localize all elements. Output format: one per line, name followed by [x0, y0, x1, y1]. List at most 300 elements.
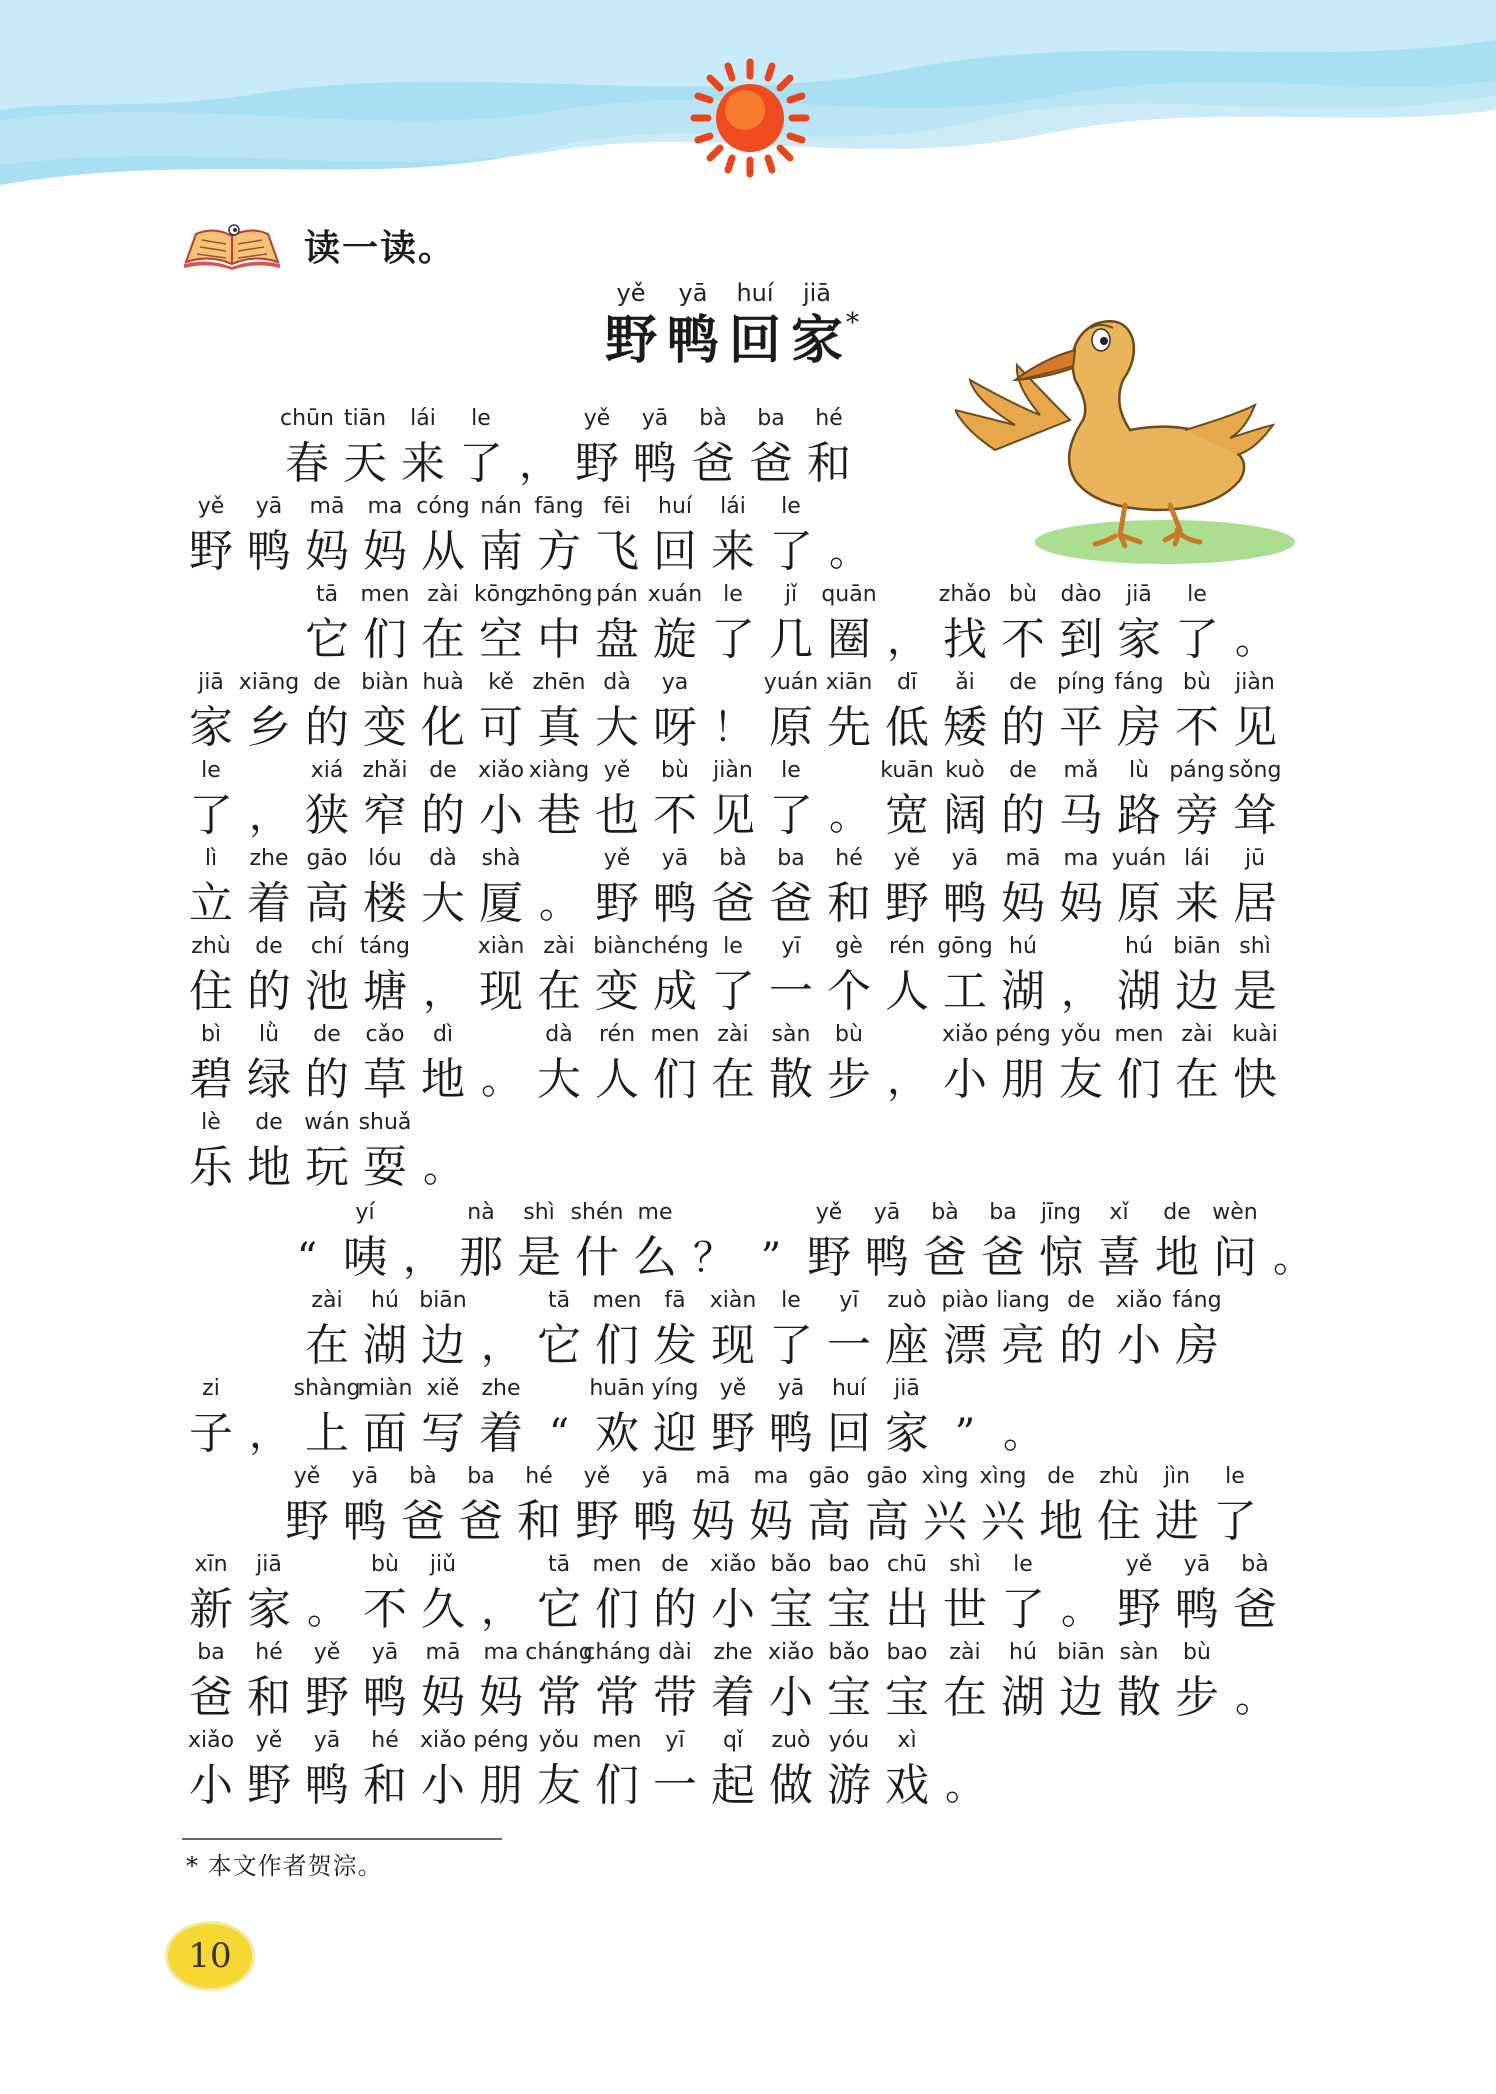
- ruby-char: [704, 580, 762, 670]
- hanzi: 常: [537, 1672, 581, 1723]
- hanzi: 咦: [343, 1232, 387, 1283]
- punctuation: [240, 1374, 298, 1464]
- pinyin: le: [201, 758, 221, 783]
- ruby-char: [510, 1198, 568, 1288]
- pinyin: ba: [777, 846, 805, 871]
- hanzi: 边: [421, 1320, 465, 1371]
- hanzi: 飞: [595, 526, 639, 577]
- pinyin: men: [592, 1728, 642, 1753]
- ruby-char: [936, 756, 994, 846]
- pinyin: yě: [313, 1640, 341, 1665]
- ruby-char: [1110, 1638, 1168, 1728]
- text-line: [182, 1550, 1284, 1640]
- book-icon: [182, 220, 282, 270]
- ruby-char: [472, 492, 530, 582]
- ruby-char: [182, 1108, 240, 1198]
- pinyin: bù: [1009, 582, 1037, 607]
- hanzi: 进: [1155, 1496, 1199, 1547]
- hanzi: 发: [653, 1320, 697, 1371]
- hanzi: 友: [1059, 1054, 1103, 1105]
- ruby-char: [1226, 1550, 1284, 1640]
- ruby-char: [762, 1286, 820, 1376]
- ruby-char: [762, 756, 820, 846]
- hanzi: 不: [1175, 702, 1219, 753]
- ruby-char: [452, 404, 510, 494]
- ruby-char: [336, 404, 394, 494]
- pinyin: liang: [996, 1288, 1050, 1313]
- hanzi: 高: [865, 1496, 909, 1547]
- pinyin: biān: [419, 1288, 467, 1313]
- pinyin: bǎo: [770, 1552, 812, 1577]
- hanzi: 散: [769, 1054, 813, 1105]
- ruby-char: [182, 1638, 240, 1728]
- ruby-char: [800, 404, 858, 494]
- hanzi: 高: [305, 878, 349, 929]
- punctuation: [936, 1726, 994, 1816]
- pinyin: fáng: [1172, 1288, 1222, 1313]
- text-line: [182, 1374, 1052, 1464]
- pinyin: fēi: [603, 494, 631, 519]
- hanzi: 。: [829, 793, 869, 839]
- ruby-char: [298, 1726, 356, 1816]
- pinyin: yā: [351, 1464, 379, 1489]
- pinyin: yě: [293, 1464, 321, 1489]
- pinyin: xiǎo: [477, 758, 525, 783]
- pinyin: xiāng: [238, 670, 300, 695]
- ruby-char: [240, 1550, 298, 1640]
- ruby-char: [356, 844, 414, 934]
- page-number-badge: [168, 1924, 252, 1988]
- pinyin: shén: [570, 1200, 624, 1225]
- title-char: [600, 278, 662, 374]
- hanzi: 小: [479, 790, 523, 841]
- hanzi: 和: [827, 878, 871, 929]
- pinyin: bao: [886, 1640, 928, 1665]
- text-line: [182, 1020, 1284, 1110]
- ruby-char: [1110, 668, 1168, 758]
- ruby-char: [1052, 1020, 1110, 1110]
- punctuation: [820, 756, 878, 846]
- hanzi: 了: [459, 438, 503, 489]
- pinyin: cháng: [583, 1640, 651, 1665]
- hanzi: 来: [711, 526, 755, 577]
- hanzi: 鸭: [363, 1672, 407, 1723]
- hanzi: 在: [943, 1672, 987, 1723]
- pinyin: xǐ: [1109, 1200, 1129, 1225]
- pinyin: hé: [371, 1728, 399, 1753]
- pinyin: kě: [488, 670, 514, 695]
- hanzi: 宽: [885, 790, 929, 841]
- pinyin: xìng: [921, 1464, 969, 1489]
- pinyin: yī: [839, 1288, 859, 1313]
- hanzi: 原: [769, 702, 813, 753]
- ruby-char: [646, 1726, 704, 1816]
- hanzi: 快: [1233, 1054, 1277, 1105]
- pinyin: de: [1047, 1464, 1075, 1489]
- ruby-char: [1110, 1286, 1168, 1376]
- ruby-char: [414, 1020, 472, 1110]
- ruby-char: [858, 1462, 916, 1552]
- ruby-char: [878, 1638, 936, 1728]
- hanzi: 地: [1039, 1496, 1083, 1547]
- hanzi: 草: [363, 1054, 407, 1105]
- pinyin: lè: [201, 1110, 221, 1135]
- ruby-char: [800, 1198, 858, 1288]
- pinyin: lái: [410, 406, 436, 431]
- hanzi: 上: [305, 1408, 349, 1459]
- pinyin: jiǔ: [429, 1552, 457, 1577]
- ruby-char: [356, 1638, 414, 1728]
- punctuation: [394, 1198, 452, 1288]
- ruby-char: [704, 492, 762, 582]
- pinyin: ma: [367, 494, 403, 519]
- pinyin: yuán: [1111, 846, 1167, 871]
- pinyin: ba: [989, 1200, 1017, 1225]
- hanzi: ，: [249, 1411, 289, 1457]
- ruby-char: [414, 1550, 472, 1640]
- pinyin: yě: [603, 758, 631, 783]
- pinyin: xiǎo: [1115, 1288, 1163, 1313]
- ruby-char: [820, 1726, 878, 1816]
- pinyin: ma: [1063, 846, 1099, 871]
- hanzi: 。: [423, 1145, 463, 1191]
- ruby-char: [820, 1020, 878, 1110]
- pinyin: chūn: [280, 406, 334, 431]
- pinyin: qǐ: [722, 1728, 744, 1753]
- ruby-char: [530, 492, 588, 582]
- pinyin: fā: [664, 1288, 686, 1313]
- ruby-char: [530, 1550, 588, 1640]
- hanzi: 爸: [749, 438, 793, 489]
- ruby-char: [1226, 756, 1284, 846]
- ruby-char: [936, 844, 994, 934]
- pinyin: hé: [525, 1464, 553, 1489]
- ruby-char: [568, 404, 626, 494]
- pinyin: yā: [951, 846, 979, 871]
- ruby-char: [762, 1374, 820, 1464]
- ruby-char: [878, 1726, 936, 1816]
- hanzi: 和: [363, 1760, 407, 1811]
- footnote-marker: *: [846, 308, 859, 338]
- ruby-char: [182, 1020, 240, 1110]
- hanzi: 平: [1059, 702, 1103, 753]
- hanzi: 呀: [653, 702, 697, 753]
- ruby-char: [298, 1020, 356, 1110]
- hanzi: 。: [1061, 1587, 1101, 1633]
- pinyin: gōng: [937, 934, 993, 959]
- hanzi: 妈: [1059, 878, 1103, 929]
- hanzi: 玩: [305, 1142, 349, 1193]
- ruby-char: [356, 932, 414, 1022]
- pinyin: xiǎo: [941, 1022, 989, 1047]
- hanzi: 乐: [189, 1142, 233, 1193]
- hanzi: 了: [711, 966, 755, 1017]
- ruby-char: [646, 844, 704, 934]
- hanzi: 鸭: [633, 1496, 677, 1547]
- ruby-char: [820, 1550, 878, 1640]
- ruby-char: [646, 492, 704, 582]
- pinyin: ba: [757, 406, 785, 431]
- hanzi: 。: [307, 1587, 347, 1633]
- hanzi: 。: [945, 1763, 985, 1809]
- hanzi: 的: [305, 702, 349, 753]
- pinyin: lái: [1184, 846, 1210, 871]
- punctuation: [298, 1550, 356, 1640]
- hanzi: 步: [827, 1054, 871, 1105]
- hanzi: 野: [711, 1408, 755, 1459]
- pinyin: le: [781, 1288, 801, 1313]
- ruby-char: [820, 1638, 878, 1728]
- pinyin: wán: [304, 1110, 350, 1135]
- pinyin: le: [781, 494, 801, 519]
- hanzi: 春: [285, 438, 329, 489]
- ruby-char: [1052, 580, 1110, 670]
- ruby-char: [1052, 844, 1110, 934]
- ruby-char: [704, 756, 762, 846]
- ruby-char: [646, 668, 704, 758]
- ruby-char: [414, 1286, 472, 1376]
- hanzi: 高: [807, 1496, 851, 1547]
- hanzi: 找: [943, 614, 987, 665]
- title-pinyin: yā: [678, 279, 708, 307]
- ruby-char: [994, 1550, 1052, 1640]
- hanzi: 野: [305, 1672, 349, 1723]
- ruby-char: [530, 756, 588, 846]
- pinyin: xiǎo: [419, 1728, 467, 1753]
- ruby-char: [684, 404, 742, 494]
- text-line: [182, 932, 1284, 1022]
- pinyin: xiàn: [709, 1288, 757, 1313]
- pinyin: cǎo: [365, 1022, 405, 1047]
- punctuation: [472, 1020, 530, 1110]
- hanzi: 回: [827, 1408, 871, 1459]
- pinyin: rén: [888, 934, 926, 959]
- punctuation: [1052, 932, 1110, 1022]
- pinyin: zuò: [771, 1728, 811, 1753]
- ruby-char: [1110, 844, 1168, 934]
- hanzi: ，: [887, 617, 927, 663]
- ruby-char: [588, 932, 646, 1022]
- hanzi: 鸭: [769, 1408, 813, 1459]
- hanzi: 成: [653, 966, 697, 1017]
- pinyin: yā: [641, 1464, 669, 1489]
- hanzi: 兴: [981, 1496, 1025, 1547]
- hanzi: 欢: [595, 1408, 639, 1459]
- ruby-char: [820, 668, 878, 758]
- ruby-char: [684, 1462, 742, 1552]
- hanzi: 了: [769, 1320, 813, 1371]
- pinyin: zài: [717, 1022, 749, 1047]
- ruby-char: [510, 1462, 568, 1552]
- hanzi: 狭: [305, 790, 349, 841]
- hanzi: 们: [363, 614, 407, 665]
- text-line: [278, 1198, 1322, 1288]
- ruby-char: [704, 1286, 762, 1376]
- hanzi: 方: [537, 526, 581, 577]
- ruby-char: [936, 668, 994, 758]
- ruby-char: [530, 1286, 588, 1376]
- hanzi: 们: [595, 1584, 639, 1635]
- hanzi: 了: [1213, 1496, 1257, 1547]
- hanzi: 鸭: [305, 1760, 349, 1811]
- pinyin: dà: [545, 1022, 573, 1047]
- ruby-char: [936, 1638, 994, 1728]
- pinyin: xiě: [426, 1376, 460, 1401]
- hanzi: 和: [517, 1496, 561, 1547]
- pinyin: dà: [429, 846, 457, 871]
- ruby-char: [278, 404, 336, 494]
- ruby-char: [414, 668, 472, 758]
- hanzi: 边: [1175, 966, 1219, 1017]
- hanzi: 宝: [885, 1672, 929, 1723]
- hanzi: 兴: [923, 1496, 967, 1547]
- hanzi: 从: [421, 526, 465, 577]
- hanzi: 么: [633, 1232, 677, 1283]
- pinyin: xiǎo: [767, 1640, 815, 1665]
- pinyin: zhù: [191, 934, 231, 959]
- hanzi: 回: [653, 526, 697, 577]
- ruby-char: [414, 1726, 472, 1816]
- pinyin: ǎi: [955, 670, 975, 695]
- hanzi: 地: [1155, 1232, 1199, 1283]
- ruby-char: [530, 668, 588, 758]
- pinyin: de: [661, 1552, 689, 1577]
- pinyin: shuǎ: [358, 1110, 412, 1135]
- hanzi: 的: [1059, 1320, 1103, 1371]
- ruby-char: [1110, 580, 1168, 670]
- pinyin: me: [637, 1200, 673, 1225]
- hanzi: 戏: [885, 1760, 929, 1811]
- hanzi: 妈: [749, 1496, 793, 1547]
- pinyin: gāo: [306, 846, 348, 871]
- hanzi: 爸: [981, 1232, 1025, 1283]
- ruby-char: [530, 932, 588, 1022]
- hanzi: 鸭: [1175, 1584, 1219, 1635]
- title-pinyin: huí: [736, 279, 774, 307]
- hanzi: 厦: [479, 878, 523, 929]
- hanzi: 着: [479, 1408, 523, 1459]
- pinyin: zhe: [481, 1376, 521, 1401]
- hanzi: 了: [1001, 1584, 1045, 1635]
- pinyin: le: [1013, 1552, 1033, 1577]
- hanzi: 出: [885, 1584, 929, 1635]
- hanzi: 大: [421, 878, 465, 929]
- hanzi: 湖: [1001, 1672, 1045, 1723]
- hanzi: 朋: [1001, 1054, 1045, 1105]
- text-line: [182, 668, 1284, 758]
- hanzi: 见: [711, 790, 755, 841]
- pinyin: zài: [427, 582, 459, 607]
- ruby-char: [472, 932, 530, 1022]
- hanzi: 子: [189, 1408, 233, 1459]
- ruby-char: [414, 756, 472, 846]
- ruby-char: [994, 1020, 1052, 1110]
- pinyin: zài: [543, 934, 575, 959]
- pinyin: zuò: [887, 1288, 927, 1313]
- hanzi: 爸: [401, 1496, 445, 1547]
- pinyin: mā: [1005, 846, 1041, 871]
- pinyin: huān: [589, 1376, 645, 1401]
- ruby-char: [1032, 1462, 1090, 1552]
- pinyin: fáng: [1114, 670, 1164, 695]
- hanzi: 。: [539, 881, 579, 927]
- hanzi: 和: [807, 438, 851, 489]
- ruby-char: [588, 668, 646, 758]
- hanzi: 那: [459, 1232, 503, 1283]
- ruby-char: [994, 668, 1052, 758]
- hanzi: 它: [537, 1584, 581, 1635]
- title-hanzi: 回: [728, 310, 781, 371]
- hanzi: 漂: [943, 1320, 987, 1371]
- hanzi: 的: [1001, 790, 1045, 841]
- pinyin: hú: [1009, 934, 1037, 959]
- hanzi: 耸: [1233, 790, 1277, 841]
- hanzi: 宝: [769, 1584, 813, 1635]
- sun-icon: [690, 58, 810, 178]
- ruby-char: [240, 932, 298, 1022]
- pinyin: yǒu: [1060, 1022, 1102, 1047]
- ruby-char: [356, 1374, 414, 1464]
- ruby-char: [646, 1638, 704, 1728]
- ruby-char: [1168, 580, 1226, 670]
- pinyin: yā: [313, 1728, 341, 1753]
- hanzi: 面: [363, 1408, 407, 1459]
- pinyin: cháng: [525, 1640, 593, 1665]
- hanzi: “: [296, 1235, 318, 1281]
- punctuation: [1052, 1550, 1110, 1640]
- hanzi: 宝: [827, 1672, 871, 1723]
- pinyin: yóu: [828, 1728, 870, 1753]
- hanzi: 一: [653, 1760, 697, 1811]
- hanzi: 带: [653, 1672, 697, 1723]
- hanzi: 到: [1059, 614, 1103, 665]
- ruby-char: [878, 1374, 936, 1464]
- pinyin: yuán: [763, 670, 819, 695]
- hanzi: 中: [537, 614, 581, 665]
- pinyin: zi: [202, 1376, 220, 1401]
- hanzi: 小: [711, 1584, 755, 1635]
- punctuation: [936, 1374, 994, 1464]
- hanzi: 。: [1235, 617, 1275, 663]
- ruby-char: [356, 580, 414, 670]
- hanzi: 着: [711, 1672, 755, 1723]
- hanzi: 塘: [363, 966, 407, 1017]
- pinyin: bà: [409, 1464, 437, 1489]
- hanzi: 圈: [827, 614, 871, 665]
- hanzi: 朋: [479, 1760, 523, 1811]
- hanzi: 立: [189, 878, 233, 929]
- pinyin: yě: [893, 846, 921, 871]
- text-line: [182, 1726, 994, 1816]
- hanzi: 散: [1117, 1672, 1161, 1723]
- ruby-char: [704, 844, 762, 934]
- punctuation: [1226, 580, 1284, 670]
- hanzi: 们: [653, 1054, 697, 1105]
- pinyin: xiān: [825, 670, 873, 695]
- punctuation: [742, 1198, 800, 1288]
- hanzi: 座: [885, 1320, 929, 1371]
- hanzi: 变: [595, 966, 639, 1017]
- ruby-char: [1110, 932, 1168, 1022]
- pinyin: jīng: [1040, 1200, 1082, 1225]
- hanzi: ，: [519, 441, 559, 487]
- hanzi: 妈: [363, 526, 407, 577]
- hanzi: 野: [885, 878, 929, 929]
- ruby-char: [641, 932, 709, 1022]
- ruby-char: [762, 580, 820, 670]
- ruby-char: [1206, 1462, 1264, 1552]
- ruby-char: [1052, 1286, 1110, 1376]
